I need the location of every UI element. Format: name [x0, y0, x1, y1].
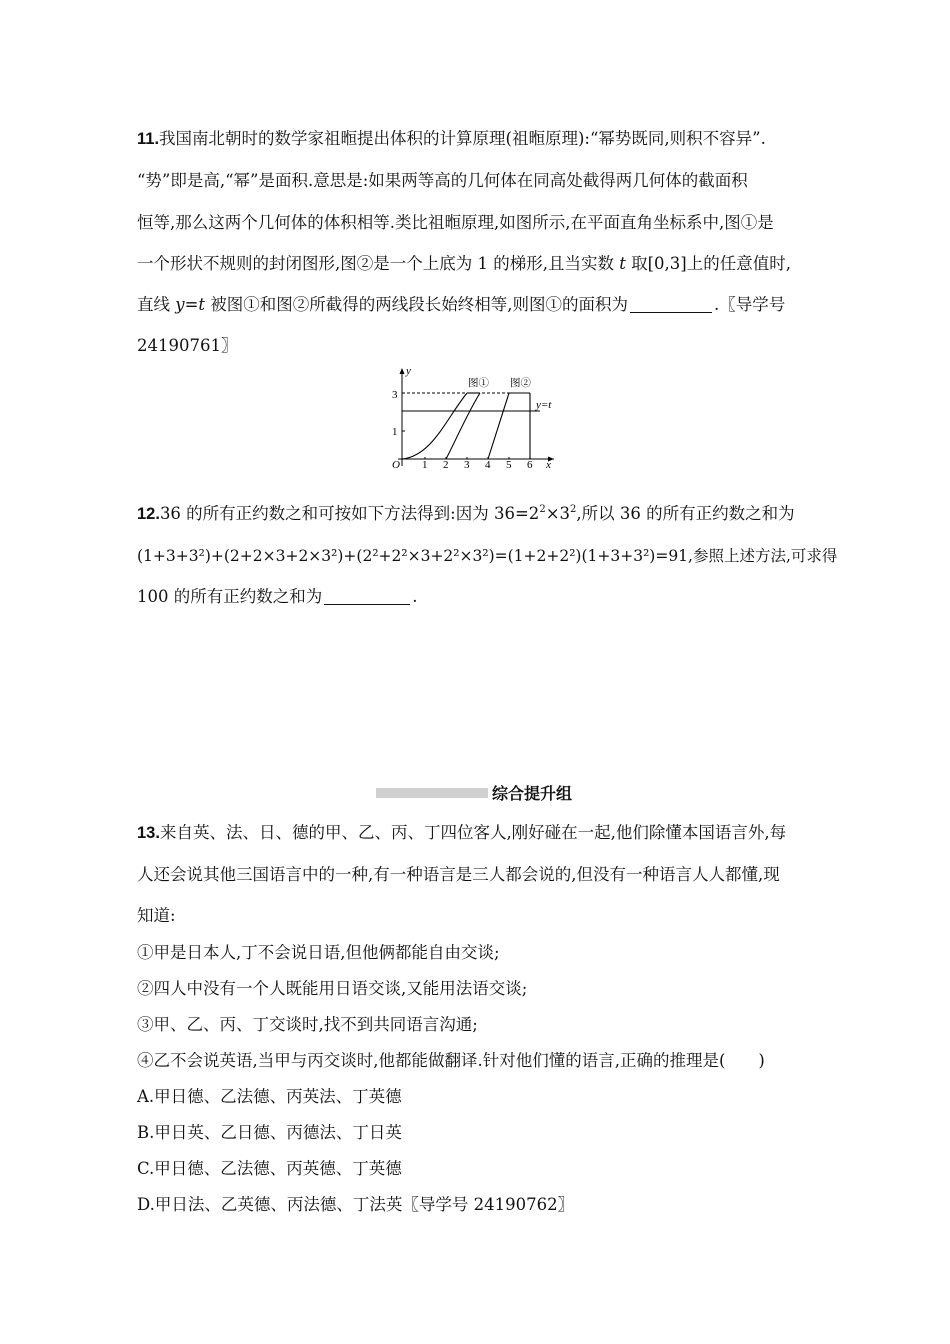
q11-text-1: 我国南北朝时的数学家祖暅提出体积的计算原理(祖暅原理):“幂势既同,则积不容异”.: [159, 129, 766, 148]
q13-number: 13.: [137, 824, 160, 842]
q12-text-3b: .: [412, 587, 418, 606]
q12-text-3a: 100 的所有正约数之和为: [137, 587, 323, 606]
q13-condition-4: [137, 1050, 827, 1072]
q12-text-1c: ,所以 36 的所有正约数之和为: [576, 504, 795, 523]
q12-line-1: [137, 503, 827, 525]
q13-option-c-text: C.甲日德、乙法德、丙英德、丁英德: [137, 1159, 402, 1178]
q11-number: 11.: [137, 130, 160, 148]
q13-condition-3: [137, 1014, 827, 1036]
q13-line-3: [137, 905, 827, 927]
figure-1-right-curve: [446, 393, 480, 459]
q13-condition-2: [137, 978, 827, 1000]
q13-option-b-text: B.甲日英、乙日德、丙德法、丁日英: [137, 1123, 402, 1142]
figure-2-left-side: [488, 393, 509, 459]
origin-label: O: [392, 459, 400, 470]
x-tick-6: 6: [527, 459, 533, 470]
q13-option-a[interactable]: [137, 1086, 827, 1108]
q11-line-3: [137, 212, 827, 234]
q11-text-5b: 被图①和图②所截得的两线段长始终相等,则图①的面积为: [205, 295, 629, 314]
section-title: 综合提升组: [492, 784, 573, 803]
q11-line-5: [137, 294, 827, 316]
x-tick-5: 5: [506, 459, 512, 470]
figure-2-label: 图②: [510, 378, 531, 389]
q13-condition-1: [137, 942, 827, 964]
q11-line-2: [137, 170, 827, 192]
q11-figure: [384, 364, 564, 470]
q13-option-d-text: D.甲日法、乙英德、丙法德、丁法英〖导学号 24190762〗: [137, 1195, 575, 1214]
q11-text-2: “势”即是高,“幂”是面积.意思是:如果两等高的几何体在同高处截得两几何体的截面积: [137, 171, 748, 190]
q11-ref-number: 24190761〗: [137, 336, 238, 355]
q11-var-t: t: [619, 254, 626, 273]
q12-text-1b: ×3: [545, 504, 571, 523]
q13-text-3: 知道:: [137, 906, 176, 925]
x-tick-4: 4: [485, 459, 491, 470]
q12-line-3: [137, 586, 827, 608]
q13-text-1: 来自英、法、日、德的甲、乙、丙、丁四位客人,刚好碰在一起,他们除懂本国语言外,每: [159, 823, 787, 842]
q11-line-6: [137, 335, 827, 357]
q11-var-yt: y=t: [175, 295, 206, 314]
q13-condition-3-text: ③甲、乙、丙、丁交谈时,找不到共同语言沟通;: [137, 1015, 478, 1034]
y-tick-3: 3: [392, 389, 398, 401]
q12-line-2: [137, 545, 838, 567]
q12-text-1a: 36 的所有正约数之和可按如下方法得到:因为 36=2: [159, 504, 540, 523]
q13-option-c[interactable]: [137, 1158, 827, 1180]
x-tick-3: 3: [464, 459, 470, 470]
q12-sup-1: 2: [539, 504, 546, 515]
q13-option-d[interactable]: [137, 1194, 827, 1216]
q12-text-2: (1+3+3²)+(2+2×3+2×3²)+(2²+2²×3+2²×3²)=(1+2+2²)(1+3+3²)=91,参照上述方法,可求得: [137, 547, 838, 565]
q11-text-4a: 一个形状不规则的封闭图形,图②是一个上底为 1 的梯形,且当实数: [137, 254, 620, 273]
figure-1-label: 图①: [468, 378, 489, 389]
q13-option-a-text: A.甲日德、乙法德、丙英法、丁英德: [137, 1087, 402, 1106]
q12-answer-blank[interactable]: [324, 588, 410, 605]
q11-text-5c: .〖导学号: [714, 295, 786, 314]
q13-condition-2-text: ②四人中没有一个人既能用日语交谈,又能用法语交谈;: [137, 979, 528, 998]
q11-text-3: 恒等,那么这两个几何体的体积相等.类比祖暅原理,如图所示,在平面直角坐标系中,图①是: [137, 213, 774, 232]
q13-line-1: [137, 822, 827, 844]
y-axis-label: y: [406, 365, 411, 377]
y-axis-arrow: [400, 368, 405, 374]
label-y-equals-t: y=t: [536, 399, 552, 411]
q13-condition-1-text: ①甲是日本人,丁不会说日语,但他俩都能自由交谈;: [137, 943, 500, 962]
q13-option-b[interactable]: [137, 1122, 827, 1144]
q11-answer-blank[interactable]: [630, 296, 712, 313]
q13-condition-4-text: ④乙不会说英语,当甲与丙交谈时,他都能做翻译.针对他们懂的语言,正确的推理是( ): [137, 1051, 765, 1070]
q12-sup-2: 2: [570, 504, 577, 515]
q11-line-4: [137, 253, 827, 275]
q13-text-2: 人还会说其他三国语言中的一种,有一种语言是三人都会说的,但没有一种语言人人都懂,现: [137, 865, 780, 884]
figure-1-left-curve: [402, 393, 467, 459]
section-header: [376, 783, 616, 803]
q11-text-4b: 取[0,3]上的任意值时,: [625, 254, 791, 273]
q13-line-2: [137, 864, 827, 886]
y-tick-1: 1: [392, 426, 398, 438]
q11-text-5a: 直线: [137, 295, 176, 314]
x-tick-2: 2: [443, 459, 449, 470]
x-tick-1: 1: [422, 459, 428, 470]
x-axis-label: x: [546, 459, 551, 470]
q11-line-1: [137, 128, 827, 150]
section-header-bar: [376, 788, 488, 798]
q12-number: 12.: [137, 505, 160, 523]
